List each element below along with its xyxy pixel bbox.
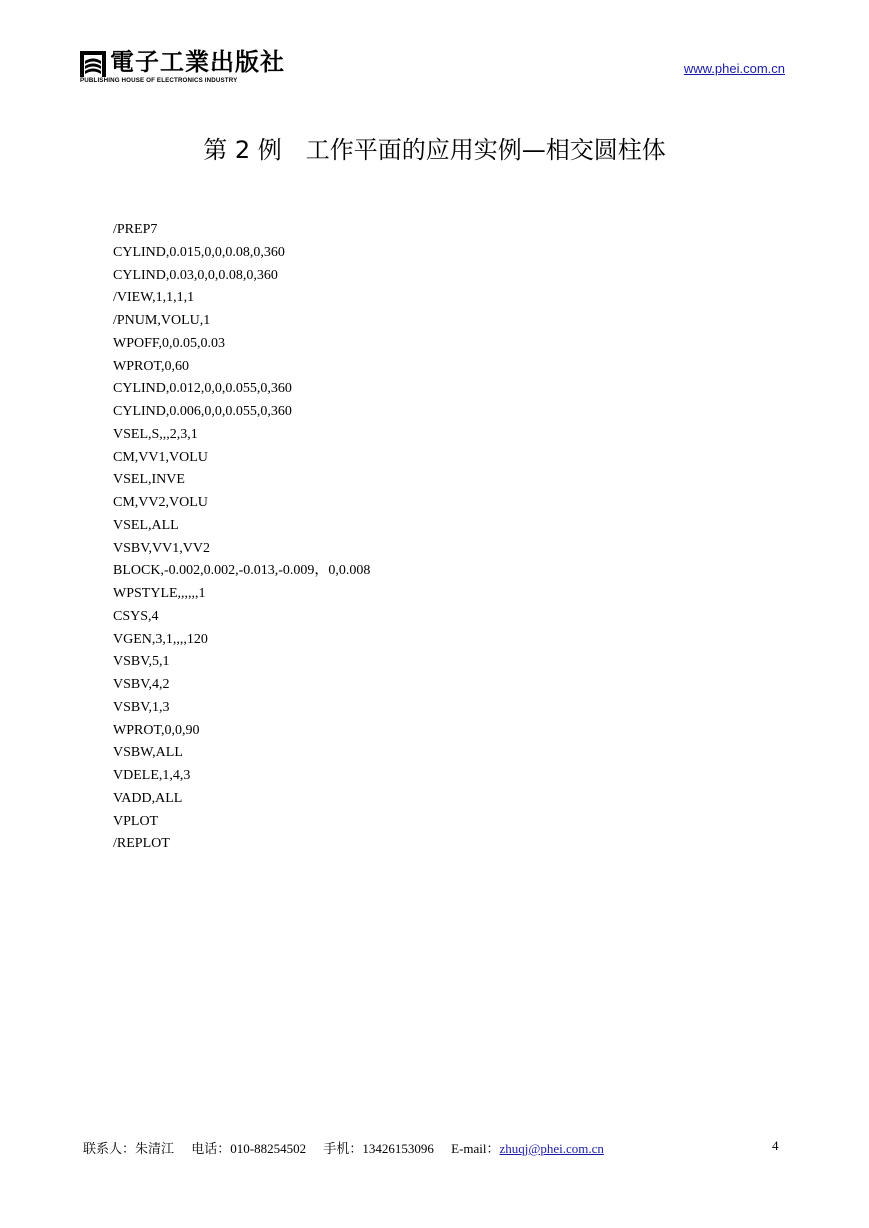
command-line: CYLIND,0.03,0,0,0.08,0,360 [113,267,278,283]
command-line: WPROT,0,60 [113,358,189,374]
command-line: VSBV,VV1,VV2 [113,540,210,556]
command-line: VSBW,ALL [113,745,183,761]
command-line: VSEL,INVE [113,472,185,488]
page-number: 4 [772,1138,779,1153]
command-line: /VIEW,1,1,1,1 [113,290,195,306]
logo-chinese-name: 電子工業出版社 [110,47,285,76]
command-line: VSEL,ALL [113,517,179,533]
command-line: VSBV,5,1 [113,654,170,670]
page-header [0,0,869,100]
command-line: VSBV,4,2 [113,677,170,692]
logo-english-name: PUBLISHING HOUSE OF ELECTRONICS INDUSTRY [80,77,238,84]
command-line: CSYS,4 [113,608,159,624]
page-footer [83,1138,604,1157]
command-listing [113,219,370,856]
command-line: VADD,ALL [113,790,183,806]
publisher-logo [80,47,285,87]
command-line: CM,VV1,VOLU [113,449,208,465]
command-line: BLOCK,-0.002,0.002,-0.013,-0.009，0,0.008 [113,563,371,579]
command-line: VSBV,1,3 [113,699,170,715]
command-line: CM,VV2,VOLU [113,495,208,510]
command-line: VPLOT [113,813,159,829]
page-title: 第 2 例 工作平面的应用实例—相交圆柱体 [203,136,666,164]
command-line: WPOFF,0,0.05,0.03 [113,335,226,351]
footer-contact: 联系人：朱清江 [83,1141,175,1156]
command-line: WPROT,0,0,90 [113,722,200,738]
command-line: WPSTYLE,,,,,,1 [113,586,206,601]
command-line: VGEN,3,1,,,,120 [113,631,208,647]
command-line: CYLIND,0.006,0,0,0.055,0,360 [113,404,292,419]
command-line: /PNUM,VOLU,1 [113,313,211,328]
footer-email-link[interactable]: zhuqj@phei.com.cn [499,1141,604,1156]
footer-email-label: E-mail： [451,1141,500,1156]
command-line: VDELE,1,4,3 [113,768,191,783]
website-link[interactable]: www.phei.com.cn [683,61,785,76]
command-line: CYLIND,0.012,0,0,0.055,0,360 [113,381,292,397]
command-line: CYLIND,0.015,0,0,0.08,0,360 [113,244,285,260]
footer-phone: 电话：010-88254502 [191,1141,307,1156]
footer-mobile: 手机：13426153096 [323,1141,434,1156]
command-line: /PREP7 [113,222,158,237]
command-line: /REPLOT [113,836,170,852]
command-line: VSEL,S,,,2,3,1 [113,426,198,442]
